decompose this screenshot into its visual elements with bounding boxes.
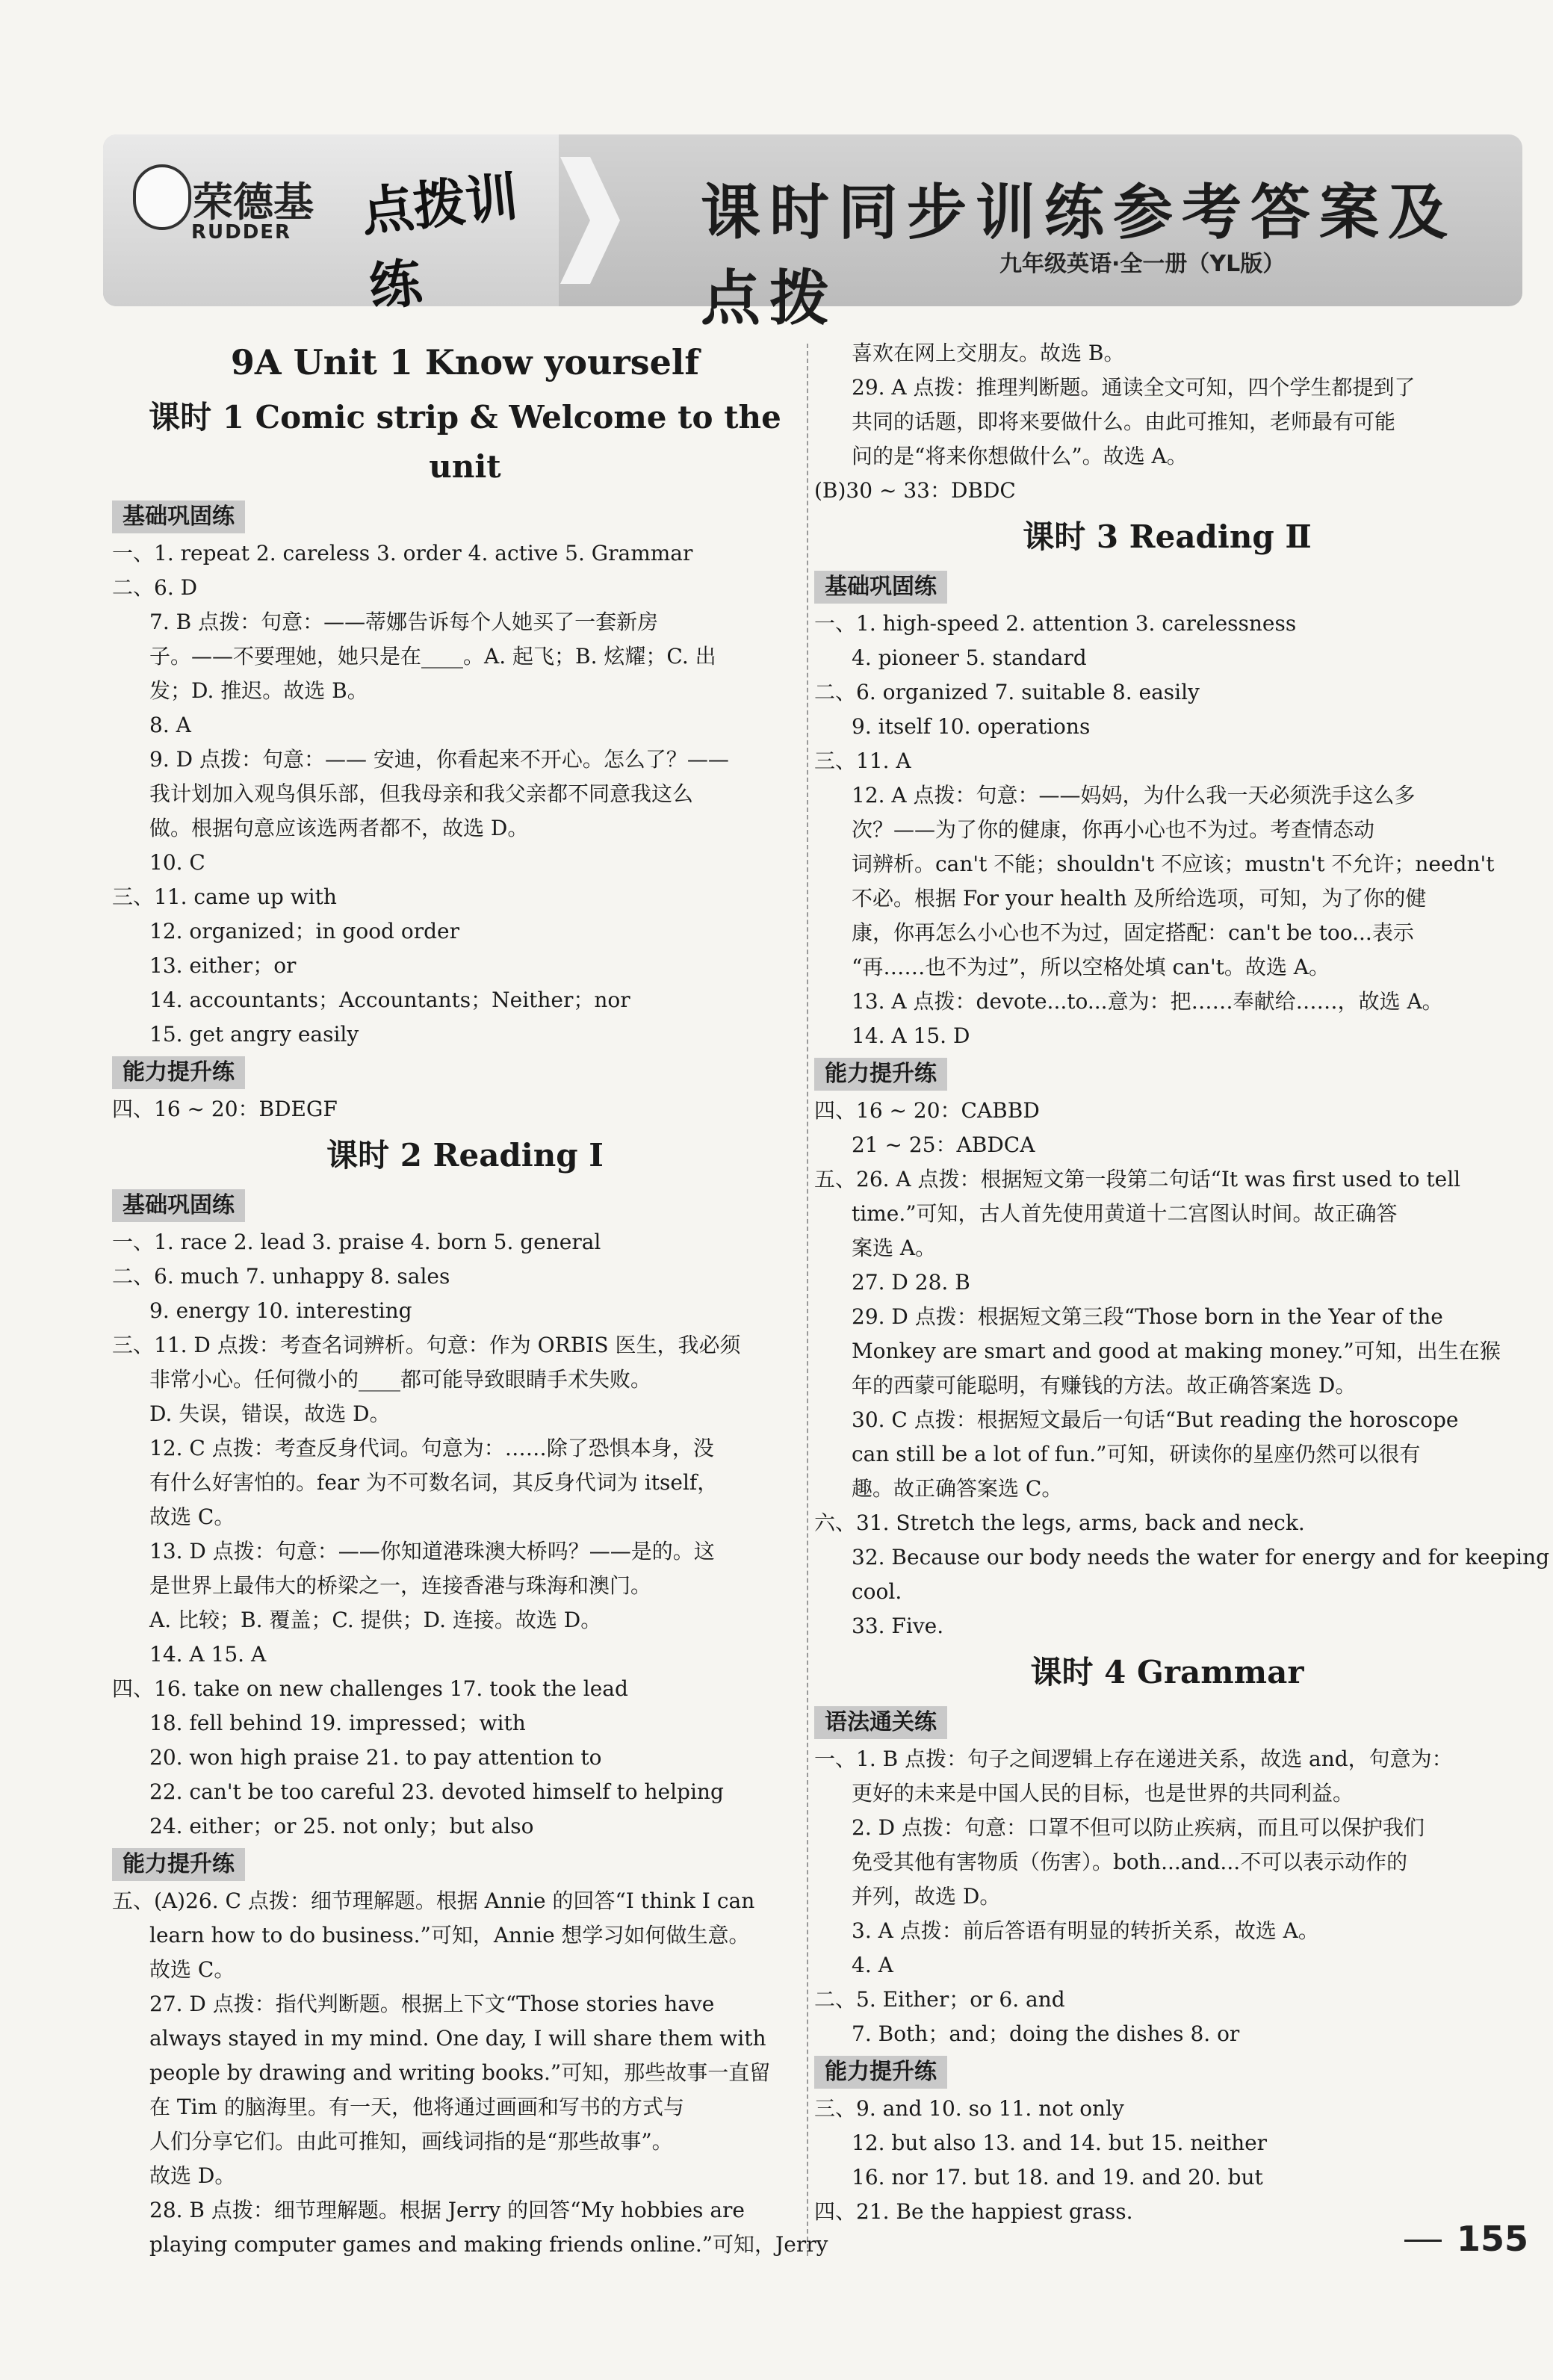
answer-line: 10. C bbox=[149, 850, 205, 875]
brand-name: 荣德基 bbox=[193, 179, 314, 226]
answer-line: 8. A bbox=[149, 713, 191, 737]
answer-line: Monkey are smart and good at making money.”可知，出生在猴 bbox=[852, 1339, 1501, 1363]
answer-line: 7. Both；and；doing the dishes 8. or bbox=[852, 2021, 1240, 2046]
answer-line: 14. accountants；Accountants；Neither；nor bbox=[149, 988, 630, 1012]
answer-line: time.”可知，古人首先使用黄道十二宫图认时间。故正确答 bbox=[852, 1201, 1398, 1226]
page-subtitle: 九年级英语·全一册（YL版） bbox=[999, 251, 1286, 277]
answer-line: 我计划加入观鸟俱乐部，但我母亲和我父亲都不同意我这么 bbox=[149, 781, 694, 806]
answer-line: 15. get angry easily bbox=[149, 1022, 359, 1047]
answer-line: 9. D 点拨：句意：—— 安迪，你看起来不开心。怎么了？—— bbox=[149, 747, 729, 772]
answer-line: 14. A 15. A bbox=[149, 1642, 267, 1667]
answer-line: 一、1. race 2. lead 3. praise 4. born 5. general bbox=[112, 1230, 601, 1254]
right-column bbox=[814, 336, 1550, 2229]
answer-line: A. 比较；B. 覆盖；C. 提供；D. 连接。故选 D。 bbox=[149, 1608, 602, 1632]
answer-line: 发；D. 推迟。故选 B。 bbox=[149, 678, 368, 703]
answer-line: 不必。根据 For your health 及所给选项，可知，为了你的健 bbox=[852, 886, 1427, 911]
answer-line: 16. nor 17. but 18. and 19. and 20. but bbox=[852, 2165, 1263, 2190]
mascot-icon bbox=[133, 164, 191, 230]
lesson-1-title: 课时 1 Comic strip & Welcome to the unit bbox=[149, 399, 781, 485]
answer-line: 27. D 点拨：指代判断题。根据上下文“Those stories have bbox=[149, 1992, 715, 2016]
answer-line: 18. fell behind 19. impressed；with bbox=[149, 1711, 526, 1735]
answer-line: 14. A 15. D bbox=[852, 1023, 970, 1048]
answer-line: 五、(A)26. C 点拨：细节理解题。根据 Annie 的回答“I think I can bbox=[112, 1888, 755, 1913]
answer-line: 20. won high praise 21. to pay attention to bbox=[149, 1745, 602, 1770]
answer-line: 三、11. came up with bbox=[112, 884, 337, 909]
answer-line: 13. D 点拨：句意：——你知道港珠澳大桥吗？——是的。这 bbox=[149, 1539, 715, 1564]
answer-line: 康，你再怎么小心也不为过，固定搭配：can't be too...表示 bbox=[852, 920, 1414, 945]
answer-line: 12. C 点拨：考查反身代词。句意为：……除了恐惧本身，没 bbox=[149, 1436, 714, 1460]
series-name: 点拨训练 bbox=[358, 166, 521, 319]
answer-line: 三、11. D 点拨：考查名词辨析。句意：作为 ORBIS 医生，我必须 bbox=[112, 1333, 741, 1357]
answer-line: 四、16 ~ 20：CABBD bbox=[814, 1098, 1040, 1123]
answer-line: 29. D 点拨：根据短文第三段“Those born in the Year of the bbox=[852, 1304, 1443, 1329]
answer-line: 四、16 ~ 20：BDEGF bbox=[112, 1097, 338, 1121]
section-grammar: 语法通关练 bbox=[814, 1706, 947, 1739]
answer-line: cool. bbox=[852, 1579, 902, 1604]
answer-line: 30. C 点拨：根据短文最后一句话“But reading the horoscope bbox=[852, 1407, 1459, 1432]
answer-line: 28. B 点拨：细节理解题。根据 Jerry 的回答“My hobbies are bbox=[149, 2198, 745, 2222]
section-ability: 能力提升练 bbox=[814, 1058, 947, 1091]
answer-line: 六、31. Stretch the legs, arms, back and neck. bbox=[814, 1510, 1305, 1535]
answer-line: 12. A 点拨：句意：——妈妈，为什么我一天必须洗手这么多 bbox=[852, 783, 1416, 808]
answer-line: 33. Five. bbox=[852, 1614, 944, 1638]
answer-line: 做。根据句意应该选两者都不，故选 D。 bbox=[149, 816, 529, 840]
answer-line: always stayed in my mind. One day, I will share them with bbox=[149, 2026, 766, 2051]
section-ability: 能力提升练 bbox=[112, 1056, 245, 1089]
answer-line: 免受其他有害物质（伤害）。both...and...不可以表示动作的 bbox=[852, 1850, 1408, 1874]
answer-line: 13. either；or bbox=[149, 953, 297, 978]
answer-line: 一、1. repeat 2. careless 3. order 4. active 5. Grammar bbox=[112, 541, 693, 565]
section-ability: 能力提升练 bbox=[112, 1848, 245, 1881]
answer-line: 有什么好害怕的。fear 为不可数名词，其反身代词为 itself， bbox=[149, 1470, 719, 1495]
answer-line: 32. Because our body needs the water for energy and for keeping bbox=[852, 1545, 1550, 1569]
answer-line: “再……也不为过”，所以空格处填 can't。故选 A。 bbox=[852, 955, 1330, 979]
answer-line: 21 ~ 25：ABDCA bbox=[852, 1132, 1035, 1157]
answer-line: 故选 C。 bbox=[149, 1957, 235, 1982]
answer-line: 更好的未来是中国人民的目标，也是世界的共同利益。 bbox=[852, 1781, 1354, 1806]
answer-line: 3. A 点拨：前后答语有明显的转折关系，故选 A。 bbox=[852, 1918, 1319, 1943]
answer-line: 子。——不要理她，她只是在____。A. 起飞；B. 炫耀；C. 出 bbox=[149, 644, 716, 669]
answer-line: 趣。故正确答案选 C。 bbox=[852, 1476, 1063, 1501]
answer-line: 12. organized；in good order bbox=[149, 919, 459, 943]
answer-line: 年的西蒙可能聪明，有赚钱的方法。故正确答案选 D。 bbox=[852, 1373, 1357, 1398]
header-banner bbox=[103, 134, 1522, 333]
answer-line: 三、9. and 10. so 11. not only bbox=[814, 2096, 1124, 2121]
answer-line: 一、1. B 点拨：句子之间逻辑上存在递进关系，故选 and，句意为： bbox=[814, 1747, 1453, 1771]
answer-line: 是世界上最伟大的桥梁之一，连接香港与珠海和澳门。 bbox=[149, 1573, 652, 1598]
answer-line: 22. can't be too careful 23. devoted himself to helping bbox=[149, 1779, 724, 1804]
answer-line: 在 Tim 的脑海里。有一天，他将通过画画和写书的方式与 bbox=[149, 2095, 684, 2119]
answer-line: 问的是“将来你想做什么”。故选 A。 bbox=[852, 444, 1188, 468]
answer-line: 13. A 点拨：devote...to...意为：把……奉献给……，故选 A。 bbox=[852, 989, 1443, 1014]
answer-line: D. 失误，错误，故选 D。 bbox=[149, 1401, 391, 1426]
page-number: 155 bbox=[1457, 2219, 1529, 2259]
section-ability: 能力提升练 bbox=[814, 2056, 947, 2089]
answer-line: 7. B 点拨：句意：——蒂娜告诉每个人她买了一套新房 bbox=[149, 610, 659, 634]
answer-line: 喜欢在网上交朋友。故选 B。 bbox=[852, 341, 1125, 365]
answer-line: 二、6. much 7. unhappy 8. sales bbox=[112, 1264, 450, 1289]
answer-line: 一、1. high-speed 2. attention 3. carelessness bbox=[814, 611, 1297, 636]
answer-line: 4. A bbox=[852, 1953, 893, 1977]
section-basic: 基础巩固练 bbox=[112, 501, 245, 533]
answer-line: 非常小心。任何微小的____都可能导致眼睛手术失败。 bbox=[149, 1367, 652, 1392]
answer-line: 四、16. take on new challenges 17. took the lead bbox=[112, 1676, 628, 1701]
answer-line: 24. either；or 25. not only；but also bbox=[149, 1814, 534, 1838]
answer-line: 案选 A。 bbox=[852, 1236, 937, 1260]
left-column bbox=[112, 336, 828, 2262]
answer-line: 人们分享它们。由此可推知，画线词指的是“那些故事”。 bbox=[149, 2129, 673, 2154]
answer-line: 12. but also 13. and 14. but 15. neither bbox=[852, 2130, 1268, 2155]
answer-line: 五、26. A 点拨：根据短文第一段第二句话“It was first used to tell bbox=[814, 1167, 1461, 1191]
answer-line: 故选 D。 bbox=[149, 2163, 236, 2188]
answer-line: learn how to do business.”可知，Annie 想学习如何做生意。 bbox=[149, 1923, 750, 1947]
answer-line: 共同的话题，即将来要做什么。由此可推知，老师最有可能 bbox=[852, 409, 1396, 434]
answer-line: 并列，故选 D。 bbox=[852, 1884, 1001, 1909]
brand-logo bbox=[103, 134, 559, 319]
lesson-2-title: 课时 2 Reading Ⅰ bbox=[326, 1137, 604, 1174]
answer-line: 次？——为了你的健康，你再小心也不为过。考查情态动 bbox=[852, 817, 1375, 842]
answer-line: 二、5. Either；or 6. and bbox=[814, 1987, 1065, 2012]
answer-line: 9. energy 10. interesting bbox=[149, 1298, 412, 1323]
answer-line: 29. A 点拨：推理判断题。通读全文可知，四个学生都提到了 bbox=[852, 375, 1416, 400]
answer-line: 三、11. A bbox=[814, 749, 911, 773]
chevron-right-icon bbox=[560, 157, 620, 284]
answer-line: (B)30 ~ 33：DBDC bbox=[814, 478, 1016, 503]
answer-line: 词辨析。can't 不能；shouldn't 不应该；mustn't 不允许；needn't bbox=[852, 852, 1495, 876]
answer-line: 故选 C。 bbox=[149, 1504, 235, 1529]
lesson-3-title: 课时 3 Reading Ⅱ bbox=[1023, 518, 1312, 555]
answer-line: 四、21. Be the happiest grass. bbox=[814, 2199, 1133, 2224]
answer-line: 27. D 28. B bbox=[852, 1270, 970, 1295]
unit-title: 9A Unit 1 Know yourself bbox=[230, 342, 700, 382]
section-basic: 基础巩固练 bbox=[112, 1189, 245, 1222]
answer-line: 9. itself 10. operations bbox=[852, 714, 1091, 739]
lesson-4-title: 课时 4 Grammar bbox=[1030, 1654, 1304, 1691]
section-basic: 基础巩固练 bbox=[814, 571, 947, 604]
answer-line: 二、6. D bbox=[112, 575, 198, 600]
answer-line: people by drawing and writing books.”可知，那些故事一直留 bbox=[149, 2060, 771, 2085]
answer-line: 二、6. organized 7. suitable 8. easily bbox=[814, 680, 1200, 704]
answer-line: 4. pioneer 5. standard bbox=[852, 645, 1087, 670]
answer-line: playing computer games and making friends online.”可知，Jerry bbox=[149, 2232, 828, 2257]
page-title: 课时同步训练参考答案及点拨 bbox=[701, 177, 1457, 333]
answer-line: can still be a lot of fun.”可知，研读你的星座仍然可以很有 bbox=[852, 1442, 1421, 1466]
answer-line: 2. D 点拨：句意：口罩不但可以防止疾病，而且可以保护我们 bbox=[852, 1815, 1425, 1840]
brand-name-en: RUDDER bbox=[191, 221, 292, 244]
